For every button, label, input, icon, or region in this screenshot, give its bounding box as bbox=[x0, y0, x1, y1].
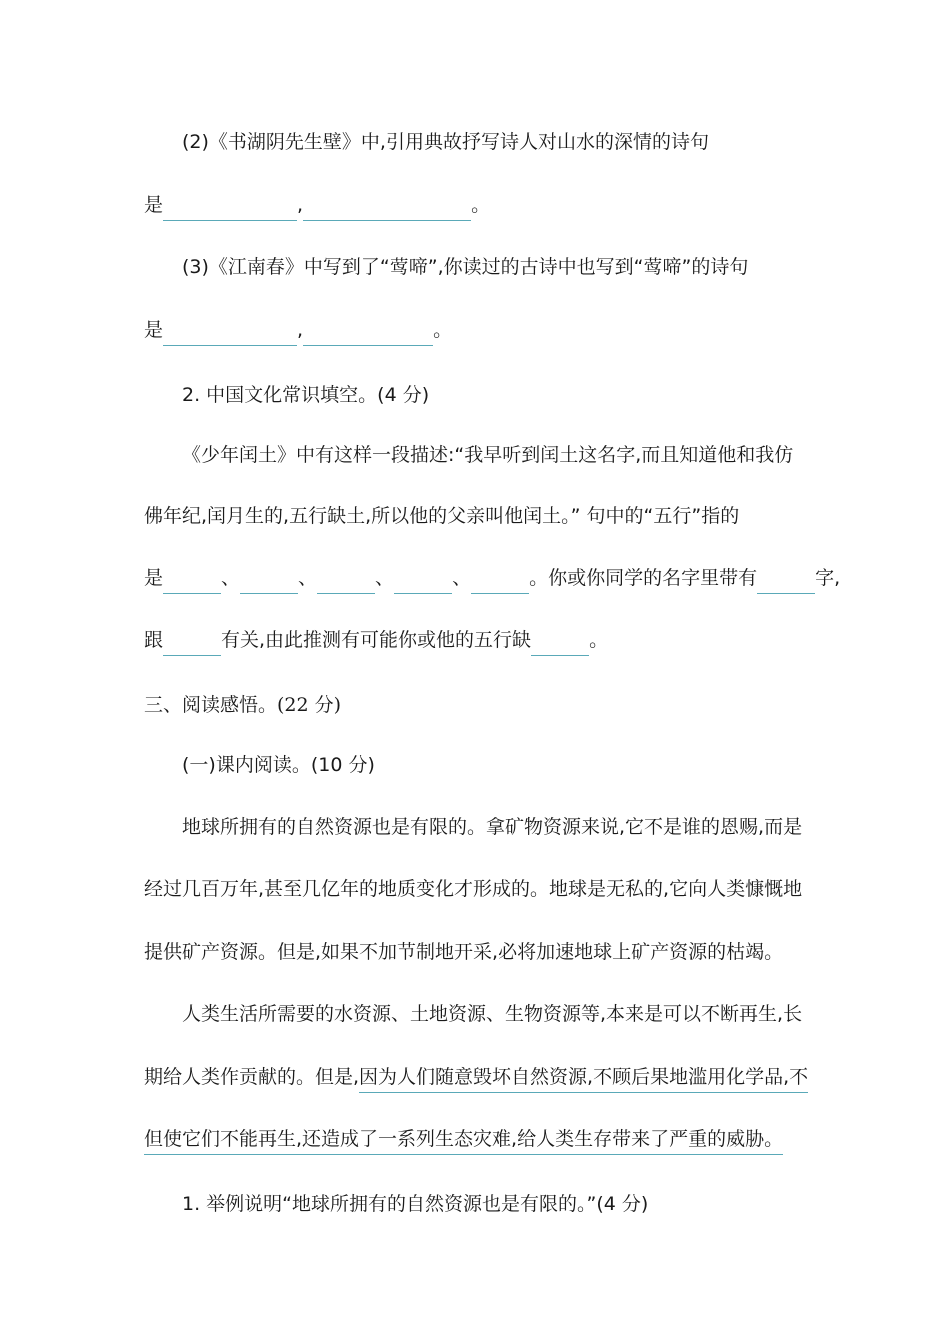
question-3-text: (3)《江南春》中写到了“莺啼”,你读过的古诗中也写到“莺啼”的诗句 bbox=[182, 256, 749, 278]
answer-blank[interactable] bbox=[240, 569, 298, 594]
question-2-answer-line bbox=[144, 193, 806, 217]
section-3-title: 三、阅读感悟。(22 分) bbox=[144, 694, 342, 716]
separator: , bbox=[297, 319, 304, 341]
prefix: 是 bbox=[144, 567, 164, 589]
separator: 、 bbox=[452, 567, 472, 589]
paragraph-line: 《少年闰土》中有这样一段描述:“我早听到闰土这名字,而且知道他和我仿 bbox=[182, 444, 794, 466]
answer-blank[interactable] bbox=[163, 321, 297, 346]
text-segment: 有关,由此推测有可能你或他的五行缺 bbox=[221, 629, 532, 651]
text-segment: 。你或你同学的名字里带有 bbox=[529, 567, 758, 589]
text-segment: 期给人类作贡献的。但是, bbox=[144, 1066, 360, 1088]
section-2-title: 2. 中国文化常识填空。(4 分) bbox=[182, 384, 430, 406]
sentence-end: 。 bbox=[471, 194, 491, 216]
underlined-sentence: 因为人们随意毁坏自然资源,不顾后果地滥用化学品,不 bbox=[359, 1066, 808, 1093]
text-segment: 字, bbox=[815, 567, 841, 589]
prefix: 跟 bbox=[144, 629, 164, 651]
sentence-end: 。 bbox=[589, 629, 609, 651]
subsection-1-title: (一)课内阅读。(10 分) bbox=[182, 754, 375, 776]
separator: 、 bbox=[375, 567, 395, 589]
answer-blank[interactable] bbox=[317, 569, 375, 594]
sentence-end: 。 bbox=[433, 319, 453, 341]
answer-blank[interactable] bbox=[163, 569, 221, 594]
question-1-title: 1. 举例说明“地球所拥有的自然资源也是有限的。”(4 分) bbox=[182, 1193, 649, 1215]
reading-paragraph-line: 提供矿产资源。但是,如果不加节制地开采,必将加速地球上矿产资源的枯竭。 bbox=[144, 941, 784, 963]
answer-blank[interactable] bbox=[757, 569, 815, 594]
question-3-answer-line bbox=[144, 318, 806, 342]
reading-paragraph-line: 地球所拥有的自然资源也是有限的。拿矿物资源来说,它不是谁的恩赐,而是 bbox=[182, 816, 803, 838]
prefix: 是 bbox=[144, 319, 164, 341]
answer-blank[interactable] bbox=[394, 569, 452, 594]
separator: , bbox=[297, 194, 304, 216]
reading-paragraph-line: 经过几百万年,甚至几亿年的地质变化才形成的。地球是无私的,它向人类慷慨地 bbox=[144, 878, 803, 900]
prefix: 是 bbox=[144, 194, 164, 216]
reading-paragraph-line bbox=[144, 1127, 806, 1151]
answer-blank[interactable] bbox=[303, 196, 471, 221]
separator: 、 bbox=[221, 567, 241, 589]
five-elements-answer-line-2 bbox=[144, 628, 806, 652]
answer-blank[interactable] bbox=[163, 196, 297, 221]
answer-blank[interactable] bbox=[163, 631, 221, 656]
reading-paragraph-line: 人类生活所需要的水资源、土地资源、生物资源等,本来是可以不断再生,长 bbox=[182, 1003, 803, 1025]
separator: 、 bbox=[298, 567, 318, 589]
answer-blank[interactable] bbox=[471, 569, 529, 594]
question-2-text: (2)《书湖阴先生壁》中,引用典故抒写诗人对山水的深情的诗句 bbox=[182, 131, 709, 153]
five-elements-answer-line bbox=[144, 566, 841, 590]
answer-blank[interactable] bbox=[303, 321, 433, 346]
answer-blank[interactable] bbox=[531, 631, 589, 656]
underlined-sentence: 但使它们不能再生,还造成了一系列生态灾难,给人类生存带来了严重的威胁。 bbox=[144, 1128, 783, 1155]
reading-paragraph-line bbox=[144, 1065, 809, 1089]
paragraph-line: 佛年纪,闰月生的,五行缺土,所以他的父亲叫他闰土。” 句中的“五行”指的 bbox=[144, 505, 740, 527]
